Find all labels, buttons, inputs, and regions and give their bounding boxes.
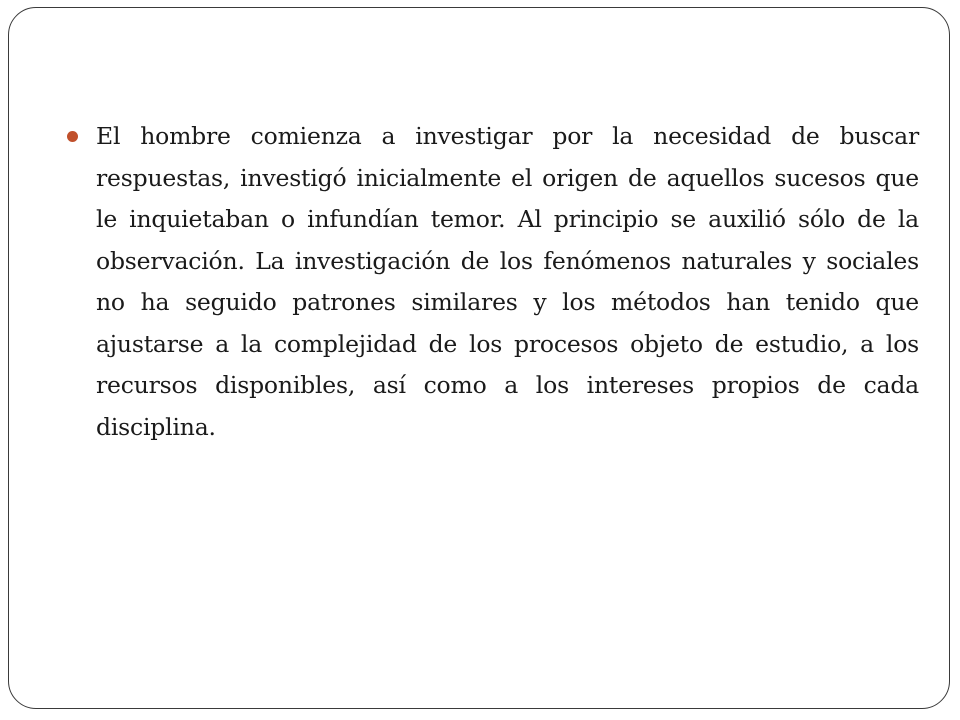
slide-frame bbox=[8, 7, 950, 709]
slide-content bbox=[67, 116, 919, 448]
bullet-text: El hombre comienza a investigar por la necesidad de buscar respuestas, investigó inicialmente el origen de aquellos sucesos que le inquietaban o infundían temor. Al principio se auxilió sólo de la observación. La investigación de los fenómenos naturales y sociales no ha seguido patrones similares y los métodos han tenido que ajustarse a la complejidad de los procesos objeto de estudio, a los recursos disponibles, así como a los intereses propios de cada disciplina. bbox=[96, 122, 919, 441]
bullet-dot-icon bbox=[67, 131, 78, 142]
bullet-item bbox=[67, 116, 919, 448]
